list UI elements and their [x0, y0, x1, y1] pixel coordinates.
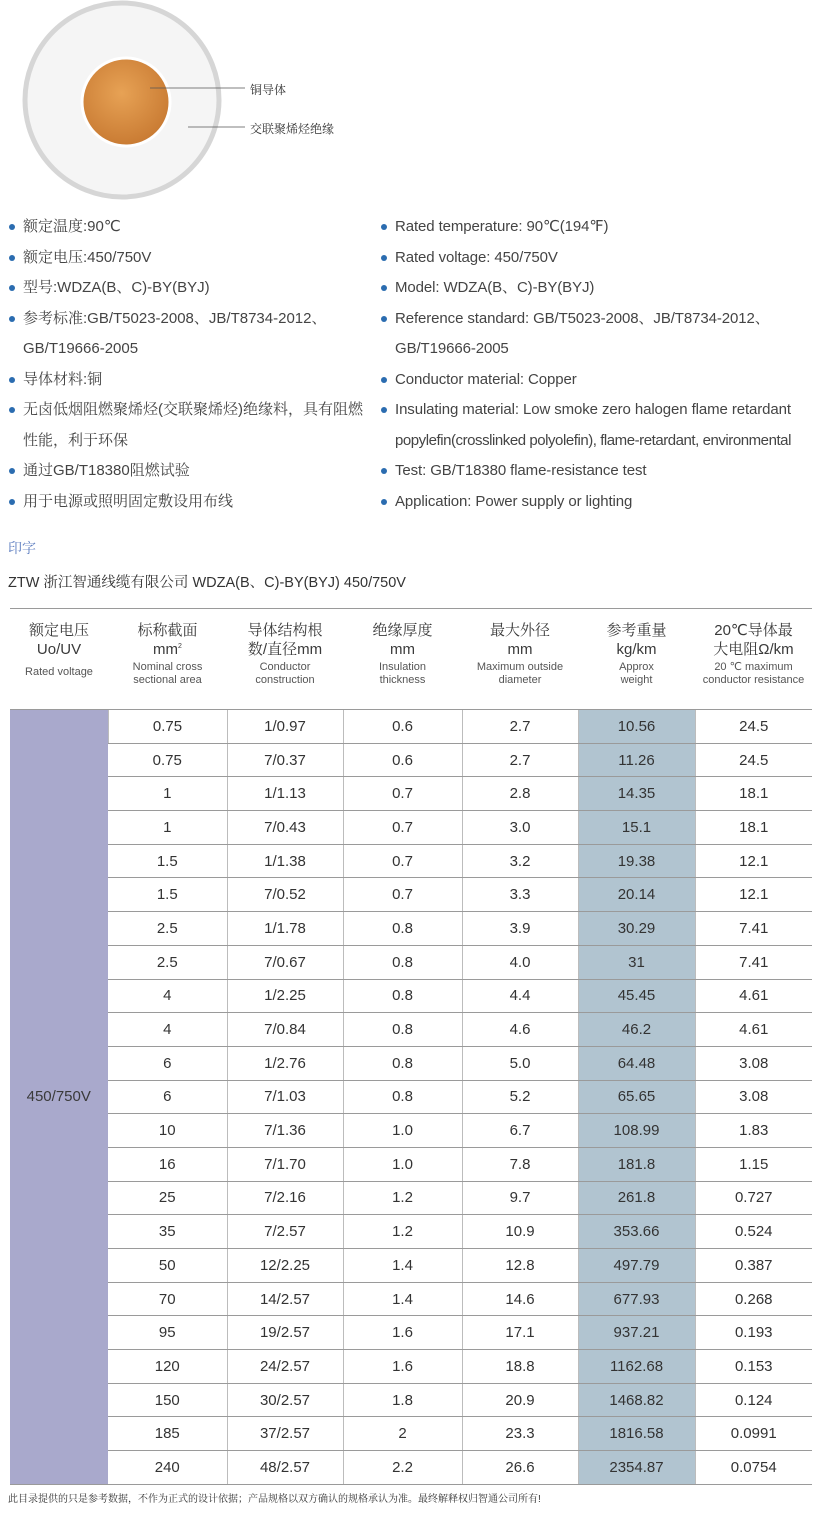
outside-diameter-cell: 14.6 [462, 1282, 578, 1316]
spec-en-line: Insulating material: Low smoke zero halogen flame retardant [395, 401, 791, 418]
header-conductor-construction: 导体结构根 数/直径mm Conductor construction [227, 609, 343, 710]
nominal-area-cell: 150 [108, 1383, 227, 1417]
conductor-construction-cell: 7/0.43 [227, 811, 343, 845]
insulation-thickness-cell: 1.8 [343, 1383, 462, 1417]
resistance-cell: 4.61 [695, 979, 812, 1013]
nominal-area-cell: 16 [108, 1147, 227, 1181]
insulation-thickness-cell: 1.2 [343, 1215, 462, 1249]
conductor-construction-cell: 14/2.57 [227, 1282, 343, 1316]
outside-diameter-cell: 3.9 [462, 912, 578, 946]
table-row [10, 1451, 812, 1485]
table-row [10, 979, 812, 1013]
specs-chinese [8, 212, 370, 517]
insulation-thickness-cell: 0.8 [343, 1046, 462, 1080]
spec-en-item [380, 304, 826, 365]
conductor-construction-cell: 19/2.57 [227, 1316, 343, 1350]
outside-diameter-cell: 3.3 [462, 878, 578, 912]
nominal-area-cell: 10 [108, 1114, 227, 1148]
outside-diameter-cell: 9.7 [462, 1181, 578, 1215]
weight-cell: 261.8 [578, 1181, 695, 1215]
conductor-construction-cell: 7/1.36 [227, 1114, 343, 1148]
spec-cn-item: 用于电源或照明固定敷设用布线 [8, 487, 370, 518]
spec-en-item: Test: GB/T18380 flame-resistance test [380, 456, 826, 487]
nominal-area-cell: 2.5 [108, 945, 227, 979]
weight-cell: 353.66 [578, 1215, 695, 1249]
conductor-construction-cell: 1/1.78 [227, 912, 343, 946]
resistance-cell: 7.41 [695, 945, 812, 979]
insulation-thickness-cell: 1.0 [343, 1114, 462, 1148]
marking-title: 印字 [8, 540, 36, 556]
conductor-construction-cell: 1/0.97 [227, 710, 343, 744]
nominal-area-cell: 185 [108, 1417, 227, 1451]
nominal-area-cell: 1.5 [108, 844, 227, 878]
resistance-cell: 0.0754 [695, 1451, 812, 1485]
resistance-cell: 0.268 [695, 1282, 812, 1316]
resistance-cell: 0.387 [695, 1249, 812, 1283]
insulation-label: 交联聚烯烃绝缘 [250, 122, 335, 136]
insulation-thickness-cell: 1.6 [343, 1316, 462, 1350]
resistance-cell: 0.524 [695, 1215, 812, 1249]
outside-diameter-cell: 20.9 [462, 1383, 578, 1417]
conductor-construction-cell: 7/1.03 [227, 1080, 343, 1114]
table-row [10, 844, 812, 878]
marking-text: ZTW 浙江智通线缆有限公司 WDZA(B、C)-BY(BYJ) 450/750V [8, 575, 406, 591]
table-row [10, 1013, 812, 1047]
table-row [10, 945, 812, 979]
spec-en-item: Model: WDZA(B、C)-BY(BYJ) [380, 273, 826, 304]
resistance-cell: 12.1 [695, 878, 812, 912]
spec-en-line: Reference standard: GB/T5023-2008、JB/T8734-2012、 [395, 309, 770, 327]
insulation-thickness-cell: 0.7 [343, 811, 462, 845]
nominal-area-cell: 95 [108, 1316, 227, 1350]
insulation-thickness-cell: 0.7 [343, 777, 462, 811]
nominal-area-cell: 2.5 [108, 912, 227, 946]
header-insulation-thickness: 绝缘厚度 mm Insulation thickness [343, 609, 462, 710]
cable-cross-section-diagram [0, 0, 360, 205]
insulation-thickness-cell: 1.6 [343, 1350, 462, 1384]
resistance-cell: 0.0991 [695, 1417, 812, 1451]
weight-cell: 1816.58 [578, 1417, 695, 1451]
insulation-thickness-cell: 0.8 [343, 1013, 462, 1047]
nominal-area-cell: 0.75 [108, 710, 227, 744]
resistance-cell: 12.1 [695, 844, 812, 878]
outside-diameter-cell: 2.7 [462, 710, 578, 744]
header-approx-weight: 参考重量 kg/km Approx weight [578, 609, 695, 710]
outside-diameter-cell: 23.3 [462, 1417, 578, 1451]
table-row [10, 1181, 812, 1215]
outside-diameter-cell: 4.6 [462, 1013, 578, 1047]
header-rated-voltage: 额定电压 Uo/UV Rated voltage [10, 609, 108, 710]
insulation-thickness-cell: 1.0 [343, 1147, 462, 1181]
weight-cell: 30.29 [578, 912, 695, 946]
resistance-cell: 0.153 [695, 1350, 812, 1384]
table-row [10, 1350, 812, 1384]
table-header-row [10, 609, 812, 710]
weight-cell: 19.38 [578, 844, 695, 878]
table-row [10, 1282, 812, 1316]
resistance-cell: 24.5 [695, 743, 812, 777]
weight-cell: 15.1 [578, 811, 695, 845]
nominal-area-cell: 50 [108, 1249, 227, 1283]
copper-conductor [82, 58, 170, 146]
table-row [10, 1316, 812, 1350]
outside-diameter-cell: 3.0 [462, 811, 578, 845]
resistance-cell: 4.61 [695, 1013, 812, 1047]
nominal-area-cell: 1 [108, 777, 227, 811]
insulation-thickness-cell: 0.7 [343, 878, 462, 912]
nominal-area-cell: 6 [108, 1046, 227, 1080]
outside-diameter-cell: 7.8 [462, 1147, 578, 1181]
conductor-construction-cell: 7/1.70 [227, 1147, 343, 1181]
conductor-construction-cell: 7/0.67 [227, 945, 343, 979]
outside-diameter-cell: 5.2 [462, 1080, 578, 1114]
spec-cn-item: 通过GB/T18380阻燃试验 [8, 456, 370, 487]
table-row [10, 1046, 812, 1080]
resistance-cell: 0.124 [695, 1383, 812, 1417]
spec-cn-item: 无卤低烟阻燃聚烯烃(交联聚烯烃)绝缘料，具有阻燃性能，利于环保 [8, 395, 370, 456]
specs-english [380, 212, 826, 517]
table-row [10, 710, 812, 744]
spec-en-item: Application: Power supply or lighting [380, 487, 826, 518]
conductor-construction-cell: 30/2.57 [227, 1383, 343, 1417]
resistance-cell: 3.08 [695, 1046, 812, 1080]
conductor-construction-cell: 48/2.57 [227, 1451, 343, 1485]
insulation-thickness-cell: 0.8 [343, 912, 462, 946]
nominal-area-cell: 1.5 [108, 878, 227, 912]
footnote: 此目录提供的只是参考数据，不作为正式的设计依据；产品规格以双方确认的规格承认为准。最终解释权归智通公司所有! [8, 1494, 541, 1505]
spec-en-item: Rated temperature: 90℃(194℉) [380, 212, 826, 243]
weight-cell: 46.2 [578, 1013, 695, 1047]
spec-cn-item: 型号:WDZA(B、C)-BY(BYJ) [8, 273, 370, 304]
outside-diameter-cell: 6.7 [462, 1114, 578, 1148]
header-max-outside-diameter: 最大外径 mm Maximum outside diameter [462, 609, 578, 710]
resistance-cell: 0.727 [695, 1181, 812, 1215]
table-row [10, 878, 812, 912]
nominal-area-cell: 35 [108, 1215, 227, 1249]
weight-cell: 677.93 [578, 1282, 695, 1316]
outside-diameter-cell: 12.8 [462, 1249, 578, 1283]
resistance-cell: 1.83 [695, 1114, 812, 1148]
insulation-thickness-cell: 2.2 [343, 1451, 462, 1485]
nominal-area-cell: 6 [108, 1080, 227, 1114]
weight-cell: 45.45 [578, 979, 695, 1013]
table-row [10, 1417, 812, 1451]
table-row [10, 743, 812, 777]
table-row [10, 912, 812, 946]
conductor-construction-cell: 1/2.76 [227, 1046, 343, 1080]
conductor-construction-cell: 12/2.25 [227, 1249, 343, 1283]
spec-en-item [380, 395, 826, 456]
weight-cell: 1162.68 [578, 1350, 695, 1384]
table-row [10, 1147, 812, 1181]
weight-cell: 497.79 [578, 1249, 695, 1283]
rated-voltage-cell: 450/750V [10, 710, 108, 1485]
spec-en-item: Rated voltage: 450/750V [380, 243, 826, 274]
weight-cell: 10.56 [578, 710, 695, 744]
conductor-construction-cell: 7/0.37 [227, 743, 343, 777]
specification-table [10, 608, 812, 1485]
nominal-area-cell: 120 [108, 1350, 227, 1384]
conductor-construction-cell: 7/0.84 [227, 1013, 343, 1047]
header-max-resistance: 20℃导体最 大电阻Ω/km 20 ℃ maximum conductor resistance [695, 609, 812, 710]
table-row [10, 1249, 812, 1283]
conductor-construction-cell: 24/2.57 [227, 1350, 343, 1384]
weight-cell: 1468.82 [578, 1383, 695, 1417]
weight-cell: 20.14 [578, 878, 695, 912]
weight-cell: 11.26 [578, 743, 695, 777]
conductor-construction-cell: 7/2.16 [227, 1181, 343, 1215]
insulation-thickness-cell: 1.4 [343, 1282, 462, 1316]
insulation-thickness-cell: 0.8 [343, 1080, 462, 1114]
table-row [10, 1114, 812, 1148]
spec-en-item: Conductor material: Copper [380, 365, 826, 396]
spec-cn-item: 导体材料:铜 [8, 365, 370, 396]
outside-diameter-cell: 26.6 [462, 1451, 578, 1485]
outside-diameter-cell: 4.0 [462, 945, 578, 979]
insulation-thickness-cell: 0.8 [343, 979, 462, 1013]
insulation-thickness-cell: 0.8 [343, 945, 462, 979]
insulation-thickness-cell: 0.6 [343, 743, 462, 777]
weight-cell: 2354.87 [578, 1451, 695, 1485]
insulation-thickness-cell: 1.2 [343, 1181, 462, 1215]
weight-cell: 64.48 [578, 1046, 695, 1080]
nominal-area-cell: 0.75 [108, 743, 227, 777]
weight-cell: 108.99 [578, 1114, 695, 1148]
weight-cell: 31 [578, 945, 695, 979]
spec-en-line: GB/T19666-2005 [395, 340, 509, 357]
outside-diameter-cell: 2.8 [462, 777, 578, 811]
outside-diameter-cell: 10.9 [462, 1215, 578, 1249]
insulation-thickness-cell: 2 [343, 1417, 462, 1451]
resistance-cell: 1.15 [695, 1147, 812, 1181]
insulation-thickness-cell: 0.7 [343, 844, 462, 878]
outside-diameter-cell: 18.8 [462, 1350, 578, 1384]
spec-cn-item: 参考标准:GB/T5023-2008、JB/T8734-2012、GB/T19666-2005 [8, 304, 370, 365]
weight-cell: 181.8 [578, 1147, 695, 1181]
nominal-area-cell: 25 [108, 1181, 227, 1215]
weight-cell: 65.65 [578, 1080, 695, 1114]
insulation-thickness-cell: 0.6 [343, 710, 462, 744]
resistance-cell: 7.41 [695, 912, 812, 946]
resistance-cell: 18.1 [695, 811, 812, 845]
nominal-area-cell: 4 [108, 1013, 227, 1047]
spec-cn-item: 额定温度:90℃ [8, 212, 370, 243]
table-row [10, 1080, 812, 1114]
conductor-construction-cell: 37/2.57 [227, 1417, 343, 1451]
spec-en-line: popylefin(crosslinked polyolefin), flame-retardant, environmental [395, 431, 791, 449]
outside-diameter-cell: 4.4 [462, 979, 578, 1013]
conductor-construction-cell: 7/0.52 [227, 878, 343, 912]
resistance-cell: 24.5 [695, 710, 812, 744]
outside-diameter-cell: 2.7 [462, 743, 578, 777]
nominal-area-cell: 240 [108, 1451, 227, 1485]
table-row [10, 811, 812, 845]
table-row [10, 1383, 812, 1417]
conductor-construction-cell: 1/1.38 [227, 844, 343, 878]
weight-cell: 937.21 [578, 1316, 695, 1350]
nominal-area-cell: 4 [108, 979, 227, 1013]
conductor-construction-cell: 1/2.25 [227, 979, 343, 1013]
weight-cell: 14.35 [578, 777, 695, 811]
resistance-cell: 0.193 [695, 1316, 812, 1350]
outside-diameter-cell: 3.2 [462, 844, 578, 878]
resistance-cell: 18.1 [695, 777, 812, 811]
conductor-construction-cell: 1/1.13 [227, 777, 343, 811]
conductor-label: 铜导体 [250, 83, 287, 97]
table-body [10, 710, 812, 1485]
header-nominal-area: 标称截面 $mm^2$ Nominal cross sectional area [108, 609, 227, 710]
conductor-construction-cell: 7/2.57 [227, 1215, 343, 1249]
insulation-thickness-cell: 1.4 [343, 1249, 462, 1283]
table-row [10, 1215, 812, 1249]
nominal-area-cell: 70 [108, 1282, 227, 1316]
outside-diameter-cell: 5.0 [462, 1046, 578, 1080]
resistance-cell: 3.08 [695, 1080, 812, 1114]
table-row [10, 777, 812, 811]
spec-cn-item: 额定电压:450/750V [8, 243, 370, 274]
nominal-area-cell: 1 [108, 811, 227, 845]
outside-diameter-cell: 17.1 [462, 1316, 578, 1350]
